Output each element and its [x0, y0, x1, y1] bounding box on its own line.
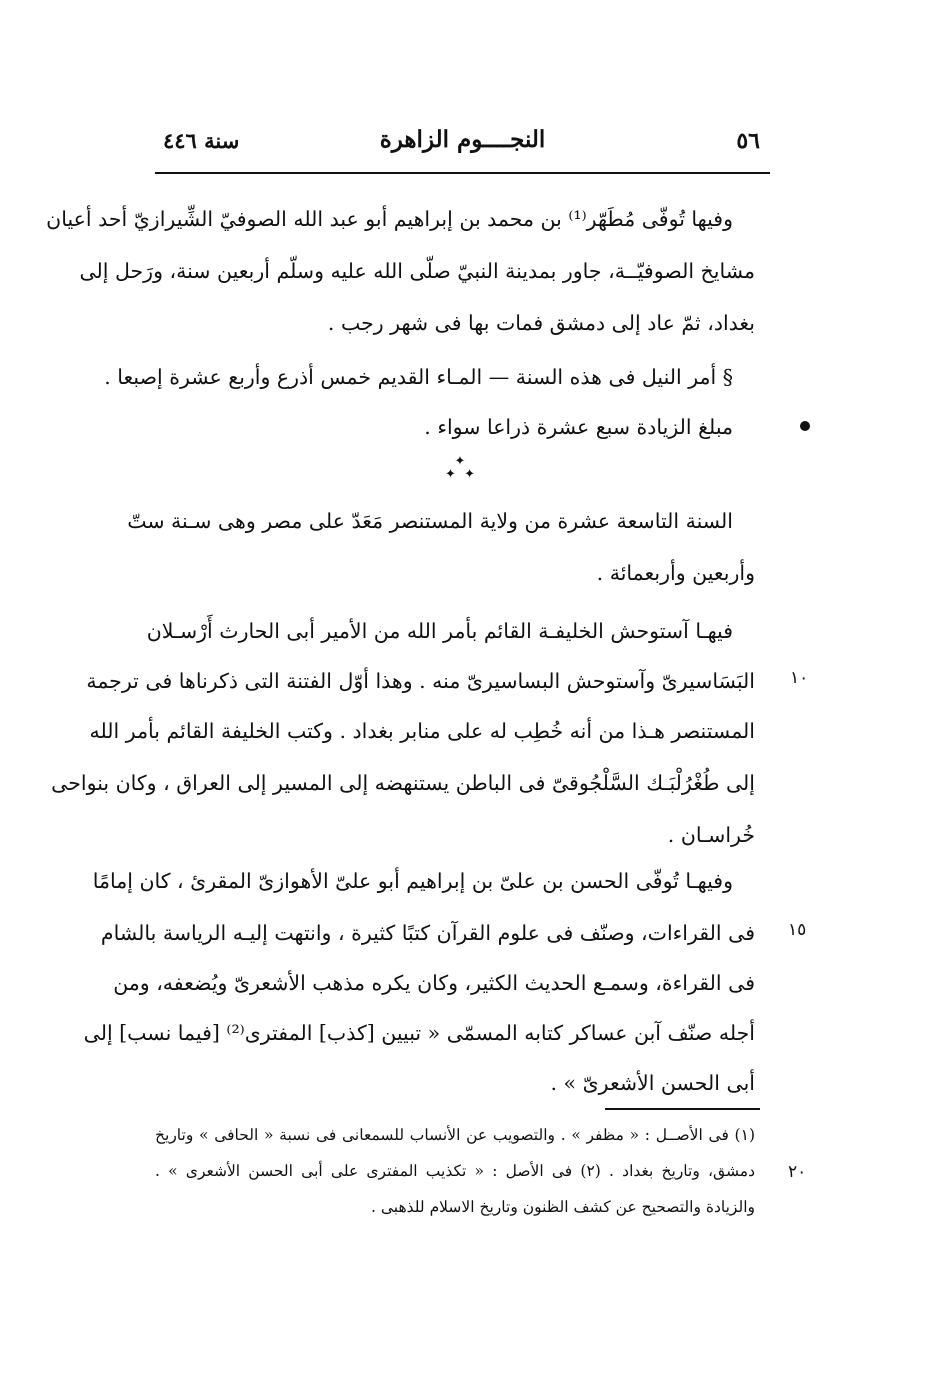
- footnote-rule: [605, 1108, 760, 1110]
- margin-line-number: ٢٠: [788, 1162, 807, 1182]
- header-rule: [155, 172, 770, 174]
- text-line: أبى الحسن الأشعرىّ » .: [550, 1071, 755, 1095]
- text-line: فى القراءات، وصنّف فى علوم القرآن كتبًا كثيرة ، وانتهت إليـه الرياسة بالشام: [100, 921, 755, 945]
- page-number: ٥٦: [736, 128, 760, 154]
- footnote-line: دمشق، وتاريخ بغداد . (٢) فى الأصل : « تكذيب المفترى على أبى الحسن الأشعرى » .: [155, 1162, 755, 1180]
- footnote-line: (١) فى الأصــل : « مظفر » . والتصويب عن الأنساب للسمعانى فى نسبة « الحافى » وتاريخ: [155, 1126, 755, 1144]
- text-line: فيهـا آستوحش الخليفـة القائم بأمر الله من الأمير أبى الحارث أَرْسـلان: [146, 619, 733, 643]
- text-line: المستنصر هـذا من أنه خُطِب له على منابر بغداد . وكتب الخليفة القائم بأمر الله: [89, 719, 755, 743]
- text-line: وأربعين وأربعمائة .: [596, 561, 755, 585]
- text-line: بغداد، ثمّ عاد إلى دمشق فمات بها فى شهر رجب .: [327, 311, 755, 335]
- book-title: النجــــوم الزاهرة: [379, 126, 546, 153]
- text-line: مشايخ الصوفيّــة، جاور بمدينة النبيّ صلّى الله عليه وسلّم أربعين سنة، ورَحل إلى: [79, 259, 755, 283]
- margin-line-number: ١٠: [790, 668, 809, 688]
- text-line: مبلغ الزيادة سبع عشرة ذراعا سواء .: [424, 415, 733, 439]
- running-header: [155, 122, 770, 162]
- text-line: السنة التاسعة عشرة من ولاية المستنصر مَعَدّ على مصر وهى سـنة ستّ: [127, 509, 733, 533]
- text-line: وفيها تُوفّى مُطَهّر⁽¹⁾ بن محمد بن إبراهيم أبو عبد الله الصوفيّ الشِّيرازيّ أحد أعيان: [46, 207, 733, 231]
- text-line: إلى طُغْرُلْبَـك السَّلْجُوقىّ فى الباطن يستنهضه إلى المسير إلى العراق ، وكان بنواحى: [51, 771, 755, 795]
- text-line: وفيهـا تُوفّى الحسن بن علىّ بن إبراهيم أبو علىّ الأهوازىّ المقرئ ، كان إمامًا: [92, 869, 733, 893]
- text-line: أجله صنّف آبن عساكر كتابه المسمّى « تبيين [كذب] المفترى⁽²⁾ [فيما نسب] إلى: [83, 1021, 755, 1045]
- footnote-line: والزيادة والتصحيح عن كشف الظنون وتاريخ الاسلام للذهبى .: [371, 1198, 755, 1216]
- text-line: خُراسـان .: [667, 823, 755, 847]
- text-line: § أمر النيل فى هذه السنة — المـاء القديم خمس أذرع وأربع عشرة إصبعا .: [104, 365, 733, 389]
- text-line: فى القراءة، وسمـع الحديث الكثير، وكان يكره مذهب الأشعرىّ ويُضعفه، ومن: [113, 971, 755, 995]
- margin-bullet: [800, 421, 810, 431]
- margin-line-number: ١٥: [788, 920, 807, 940]
- section-ornament: ✦ ✦ ✦: [444, 454, 476, 482]
- year-label: سنة ٤٤٦: [163, 128, 240, 153]
- text-line: البَسَاسيرىّ وآستوحش البساسيرىّ منه . وهذا أوّل الفتنة التى ذكرناها فى ترجمة: [86, 669, 755, 693]
